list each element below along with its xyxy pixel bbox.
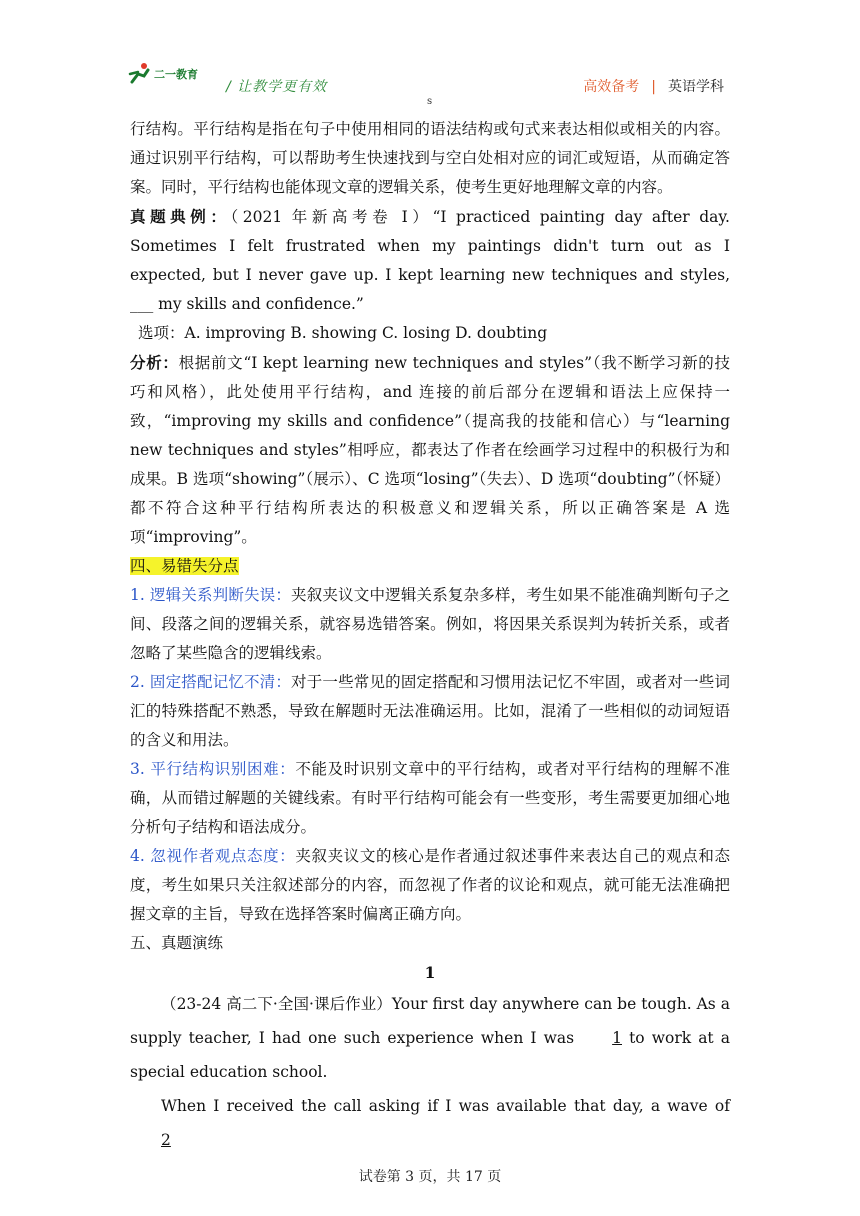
error-point-text: 不能及时识别文章中的平行结构，或者对平行结构的理解不准确，从而错过解题的关键线索。有时平行结构可能会有一些变形，考生需要更加细心地分析句子结构和语法成分。	[130, 760, 730, 836]
blank-2: 2	[161, 1131, 171, 1149]
page-header	[0, 0, 860, 107]
example-options: 选项：A. improving B. showing C. losing D. doubting	[138, 324, 548, 342]
header-mark: s	[427, 96, 433, 107]
question-number: 1	[424, 963, 436, 982]
error-point-3	[130, 755, 730, 842]
section-4-title: 四、易错失分点	[130, 557, 239, 575]
analysis-paragraph	[130, 348, 730, 552]
header-right	[583, 76, 724, 96]
passage-text: When I received the call asking if I was available that day, a wave of	[161, 1097, 730, 1115]
header-tag-prep: 高效备考	[583, 79, 640, 95]
error-point-title: 1. 逻辑关系判断失误：	[130, 586, 292, 604]
error-point-4	[130, 842, 730, 929]
error-point-title: 3. 平行结构识别困难：	[130, 760, 296, 778]
header-separator: |	[651, 79, 656, 95]
example-paragraph	[130, 202, 730, 319]
error-point-1	[130, 581, 730, 668]
error-point-title: 2. 固定搭配记忆不清：	[130, 673, 292, 691]
paragraph-parallel-structure: 行结构。平行结构是指在句子中使用相同的语法结构或句式来表达相似或相关的内容。通过识别平行结构，可以帮助考生快速找到与空白处相对应的词汇或短语，从而确定答案。同时，平行结构也能体现文章的逻辑关系，使考生更好地理解文章的内容。	[130, 120, 730, 196]
passage-text: to work at a special education school.	[130, 1029, 730, 1081]
logo-text: 二一教育	[154, 68, 198, 81]
header-slogan: / 让教学更有效	[226, 79, 328, 95]
example-text: （2021 年新高考卷 I）“I practiced painting day after day. Sometimes I felt frustrated when my paintings didn't turn out as I expected, but I never gave up. I kept learning new techniques and styles, ___ my skills and confidence.”	[130, 208, 730, 313]
section-heading-4	[130, 552, 730, 581]
passage-paragraph-1	[130, 987, 730, 1089]
runner-logo-icon	[128, 62, 154, 86]
error-point-text: 夹叙夹议文中逻辑关系复杂多样，考生如果不能准确判断句子之间、段落之间的逻辑关系，就容易选错答案。例如，将因果关系误判为转折关系，或者忽略了某些隐含的逻辑线索。	[130, 586, 730, 662]
blank-1: 1	[612, 1029, 622, 1047]
error-point-title: 4. 忽视作者观点态度：	[130, 847, 296, 865]
section-heading-5: 五、真题演练	[130, 934, 224, 952]
passage-text: （23-24 高二下·全国·课后作业）Your first day anywhere can be tough. As a supply teacher, I had one such experience when I was	[130, 995, 730, 1047]
passage-paragraph-2	[130, 1089, 730, 1157]
example-label: 真题典例：	[130, 207, 231, 226]
header-tag-subject: 英语学科	[668, 79, 724, 95]
analysis-text: 根据前文“I kept learning new techniques and styles”（我不断学习新的技巧和风格），此处使用平行结构，and 连接的前后部分在逻辑和语法上应保持一致，“improving my skills and confidence”（提高我的技能和信心）与“learning new techniques and styles”相呼应，都表达了作者在绘画学习过程中的积极行为和成果。B 选项“showing”（展示）、C 选项“losing”（失去）、D 选项“doubting”（怀疑）都不符合这种平行结构所表达的积极意义和逻辑关系，所以正确答案是 A 选项“improving”。	[130, 354, 730, 546]
error-point-text: 对于一些常见的固定搭配和习惯用法记忆不牢固，或者对一些词汇的特殊搭配不熟悉，导致在解题时无法准确运用。比如，混淆了一些相似的动词短语的含义和用法。	[130, 673, 730, 749]
analysis-label: 分析：	[130, 353, 179, 372]
page-footer: 试卷第 3 页，共 17 页	[358, 1169, 502, 1185]
error-point-text: 夹叙夹议文的核心是作者通过叙述事件来表达自己的观点和态度，考生如果只关注叙述部分的内容，而忽视了作者的议论和观点，就可能无法准确把握文章的主旨，导致在选择答案时偏离正确方向。	[130, 847, 730, 923]
document-body	[130, 115, 730, 1157]
logo	[128, 62, 198, 86]
error-point-2	[130, 668, 730, 755]
